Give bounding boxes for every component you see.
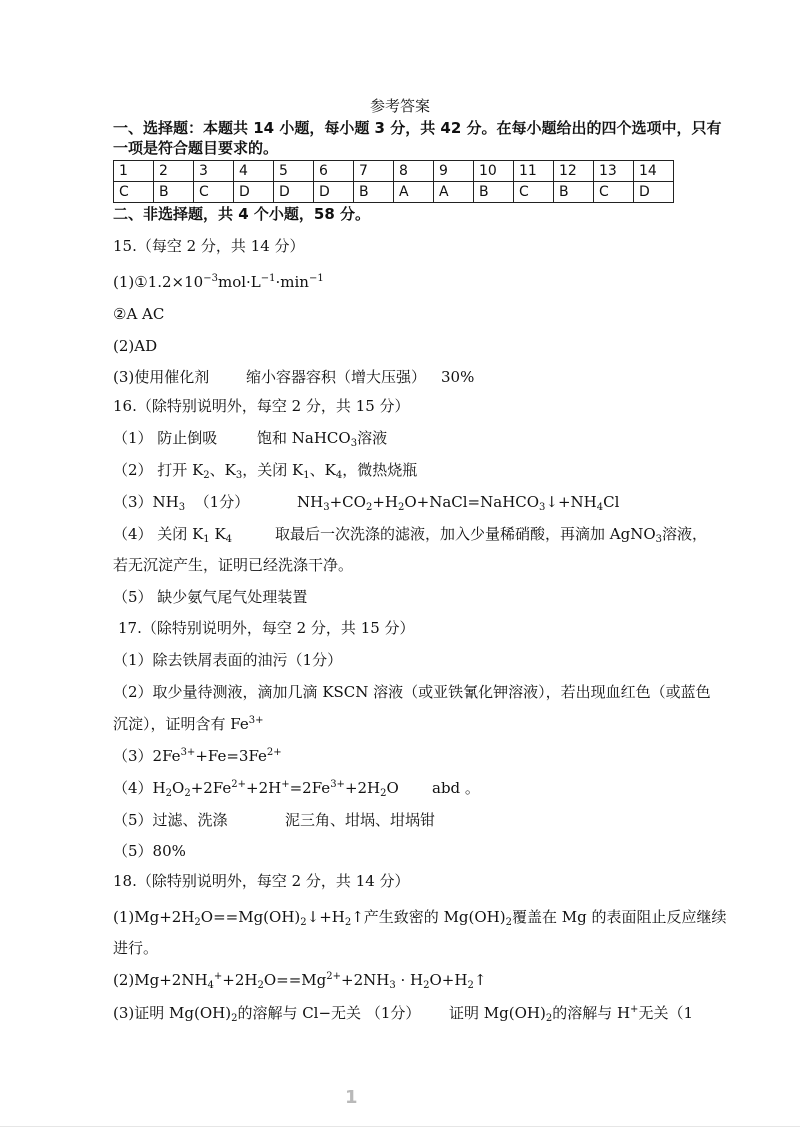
text-run: 取最后一次洗涤的滤液，加入少量稀硝酸，再滴加 AgNO xyxy=(275,525,656,543)
subscript: 2 xyxy=(505,917,512,928)
subscript: 4 xyxy=(207,980,214,991)
text-run: 溶液， xyxy=(662,525,708,543)
superscript: −1 xyxy=(260,273,276,284)
text-run: 、K xyxy=(209,461,236,479)
text-run: 、K xyxy=(309,461,336,479)
q15-part4-c: 30% xyxy=(441,368,475,386)
text-run: O==Mg xyxy=(263,971,327,989)
table-row-numbers xyxy=(114,161,674,182)
q16-line1-b xyxy=(257,428,387,448)
table-cell: 13 xyxy=(594,161,634,182)
text-run: +2H xyxy=(222,971,258,989)
page-number-mark: 1 xyxy=(345,1087,355,1108)
subscript: 3 xyxy=(389,980,396,991)
table-cell: 1 xyxy=(114,161,154,182)
text-run: K xyxy=(209,525,226,543)
text-run: ，微热烧瓶 xyxy=(342,461,418,479)
superscript: −1 xyxy=(308,273,324,284)
q18-line3-a xyxy=(113,1003,420,1023)
q17-line5-b: 泥三角、坩埚、坩埚钳 xyxy=(285,811,436,829)
table-cell: C xyxy=(114,182,154,203)
superscript: 3+ xyxy=(248,715,264,726)
q17-line1: （1）除去铁屑表面的油污（1分） xyxy=(113,651,343,669)
q16-line3-equation xyxy=(297,492,619,512)
q17-line2-cont xyxy=(113,714,263,734)
subscript: 2 xyxy=(365,502,373,513)
q17-line3 xyxy=(113,746,282,766)
subscript: 3 xyxy=(323,502,330,513)
table-cell: D xyxy=(274,182,314,203)
answer-table xyxy=(113,160,674,203)
table-cell: A xyxy=(434,182,474,203)
text-run: ↓+H xyxy=(306,908,345,926)
section1-line1: 一、选择题：本题共 14 小题，每小题 3 分，共 42 分。在每小题给出的四个选项中，只有 xyxy=(113,119,722,137)
subscript: 4 xyxy=(596,502,604,513)
superscript: + xyxy=(281,779,290,790)
text-run: 的溶解与 Cl−无关 （1分） xyxy=(237,1004,421,1022)
text-run: O xyxy=(172,779,185,797)
text-run: Cl xyxy=(603,493,620,511)
table-cell: B xyxy=(354,182,394,203)
table-cell: 8 xyxy=(394,161,434,182)
page-bottom-edge xyxy=(0,1126,800,1127)
table-cell: 3 xyxy=(194,161,234,182)
table-cell: C xyxy=(194,182,234,203)
subscript: 1 xyxy=(303,470,310,481)
text-run: +2NH xyxy=(341,971,390,989)
q18-line1-cont: 进行。 xyxy=(113,939,159,957)
text-run: （1） 防止倒吸 xyxy=(113,429,218,447)
text-run: (3)证明 Mg(OH) xyxy=(113,1004,232,1022)
text-run: 溶液 xyxy=(357,429,388,447)
text-run: ↓+NH xyxy=(545,493,597,511)
subscript: 2 xyxy=(231,1013,238,1024)
text-run: （2） 打开 K xyxy=(113,461,204,479)
subscript: 2 xyxy=(194,917,201,928)
text-run: O+NaCl=NaHCO xyxy=(404,493,540,511)
q18-line2 xyxy=(113,970,486,990)
q16-line5: （5） 缺少氨气尾气处理装置 xyxy=(113,588,308,606)
text-run: +Fe=3Fe xyxy=(195,747,267,765)
text-run: +2H xyxy=(344,779,381,797)
subscript: 1 xyxy=(203,534,210,545)
q15-part4-a: (3)使用催化剂 xyxy=(113,368,210,386)
subscript: 2 xyxy=(467,980,474,991)
text-run: 覆盖在 Mg 的表面阻止反应继续 xyxy=(512,908,727,926)
table-cell: D xyxy=(234,182,274,203)
table-cell: 7 xyxy=(354,161,394,182)
superscript: 3+ xyxy=(180,747,196,758)
q16-line4-a xyxy=(113,524,232,544)
text-run: ，关闭 K xyxy=(242,461,304,479)
subscript: 2 xyxy=(344,917,352,928)
subscript: 2 xyxy=(203,470,210,481)
table-cell: 10 xyxy=(474,161,514,182)
text-run: +H xyxy=(372,493,398,511)
q15-part4-b: 缩小容器容积（增大压强） xyxy=(246,368,427,386)
subscript: 2 xyxy=(300,917,307,928)
superscript: + xyxy=(213,971,223,982)
superscript: 2+ xyxy=(231,779,247,790)
table-cell: D xyxy=(634,182,674,203)
superscript: 2+ xyxy=(266,747,282,758)
q15-header: 15.（每空 2 分，共 14 分） xyxy=(113,237,305,255)
table-cell: A xyxy=(394,182,434,203)
q16-line3-a xyxy=(113,492,249,512)
q17-header: 17.（除特别说明外，每空 2 分，共 15 分） xyxy=(118,619,415,637)
q16-line4-b xyxy=(275,524,707,544)
superscript: −3 xyxy=(203,273,218,284)
text-run: +2H xyxy=(246,779,282,797)
table-cell: 4 xyxy=(234,161,274,182)
q15-part3: (2)AD xyxy=(113,337,158,355)
q17-line4-answer: abd 。 xyxy=(432,779,480,797)
text-run: 饱和 NaHCO xyxy=(257,429,351,447)
text-run: 沉淀），证明含有 Fe xyxy=(113,715,249,733)
text-run: =2Fe xyxy=(289,779,331,797)
subscript: 3 xyxy=(655,534,663,545)
q16-line2 xyxy=(113,460,417,480)
text-run: （1分） xyxy=(194,493,250,511)
subscript: 2 xyxy=(545,1013,553,1024)
table-cell: B xyxy=(474,182,514,203)
text-run: O xyxy=(386,779,399,797)
q16-header: 16.（除特别说明外，每空 2 分，共 15 分） xyxy=(113,397,410,415)
subscript: 4 xyxy=(335,470,343,481)
subscript: 2 xyxy=(423,980,430,991)
subscript: 3 xyxy=(539,502,546,513)
text-run: O==Mg(OH) xyxy=(200,908,301,926)
section2-heading: 二、非选择题，共 4 个小题，58 分。 xyxy=(113,205,370,223)
subscript: 2 xyxy=(397,502,405,513)
table-cell: 9 xyxy=(434,161,474,182)
q18-line1 xyxy=(113,907,727,927)
text-run: · H xyxy=(395,971,424,989)
text-run: O+H xyxy=(429,971,468,989)
subscript: 3 xyxy=(350,438,358,449)
superscript: 3+ xyxy=(330,779,345,790)
text-run: 的溶解与 H xyxy=(552,1004,631,1022)
table-cell: 11 xyxy=(514,161,554,182)
text-run: 无关（1 xyxy=(638,1004,693,1022)
q15-part1 xyxy=(113,272,324,292)
text-run: ↑ xyxy=(473,971,487,989)
q17-line2: （2）取少量待测液，滴加几滴 KSCN 溶液（或亚铁氰化钾溶液），若出现血红色（或蓝色 xyxy=(113,683,711,701)
q18-line3-b xyxy=(449,1003,693,1023)
table-row-answers xyxy=(114,182,674,203)
subscript: 2 xyxy=(165,788,172,799)
q18-header: 18.（除特别说明外，每空 2 分，共 14 分） xyxy=(113,872,410,890)
table-cell: C xyxy=(514,182,554,203)
superscript: + xyxy=(630,1004,639,1015)
q16-line1 xyxy=(113,428,217,448)
table-cell: 2 xyxy=(154,161,194,182)
superscript: 2+ xyxy=(326,971,342,982)
q17-line5-a: （5）过滤、洗涤 xyxy=(113,811,228,829)
text-run: (1)①1.2×10 xyxy=(113,273,204,291)
text-run: （4） 关闭 K xyxy=(113,525,204,543)
q17-line4 xyxy=(113,778,399,798)
text-run: NH xyxy=(297,493,324,511)
text-run: (2)Mg+2NH xyxy=(113,971,208,989)
text-run: +CO xyxy=(329,493,366,511)
table-cell: 5 xyxy=(274,161,314,182)
section1-line2: 一项是符合题目要求的。 xyxy=(113,139,279,157)
text-run: ·min xyxy=(275,273,309,291)
page-title: 参考答案 xyxy=(369,97,430,115)
text-run: （3）NH xyxy=(113,493,179,511)
text-run: mol·L xyxy=(217,273,261,291)
q16-line4-cont: 若无沉淀产生，证明已经洗涤干净。 xyxy=(113,556,354,574)
q15-part2: ②A AC xyxy=(113,305,165,323)
table-cell: 12 xyxy=(554,161,594,182)
table-cell: B xyxy=(154,182,194,203)
text-run: (1)Mg+2H xyxy=(113,908,195,926)
text-run: +2Fe xyxy=(190,779,232,797)
table-cell: 6 xyxy=(314,161,354,182)
text-run: （4）H xyxy=(113,779,166,797)
q17-line6: （5）80% xyxy=(113,842,186,860)
text-run: ↑产生致密的 Mg(OH) xyxy=(351,908,506,926)
subscript: 2 xyxy=(184,788,191,799)
text-run: 证明 Mg(OH) xyxy=(449,1004,546,1022)
text-run: （3）2Fe xyxy=(113,747,181,765)
subscript: 2 xyxy=(380,788,387,799)
subscript: 3 xyxy=(178,502,186,513)
table-cell: C xyxy=(594,182,634,203)
table-cell: 14 xyxy=(634,161,674,182)
subscript: 4 xyxy=(225,534,233,545)
subscript: 3 xyxy=(235,470,243,481)
table-cell: B xyxy=(554,182,594,203)
subscript: 2 xyxy=(257,980,264,991)
table-cell: D xyxy=(314,182,354,203)
